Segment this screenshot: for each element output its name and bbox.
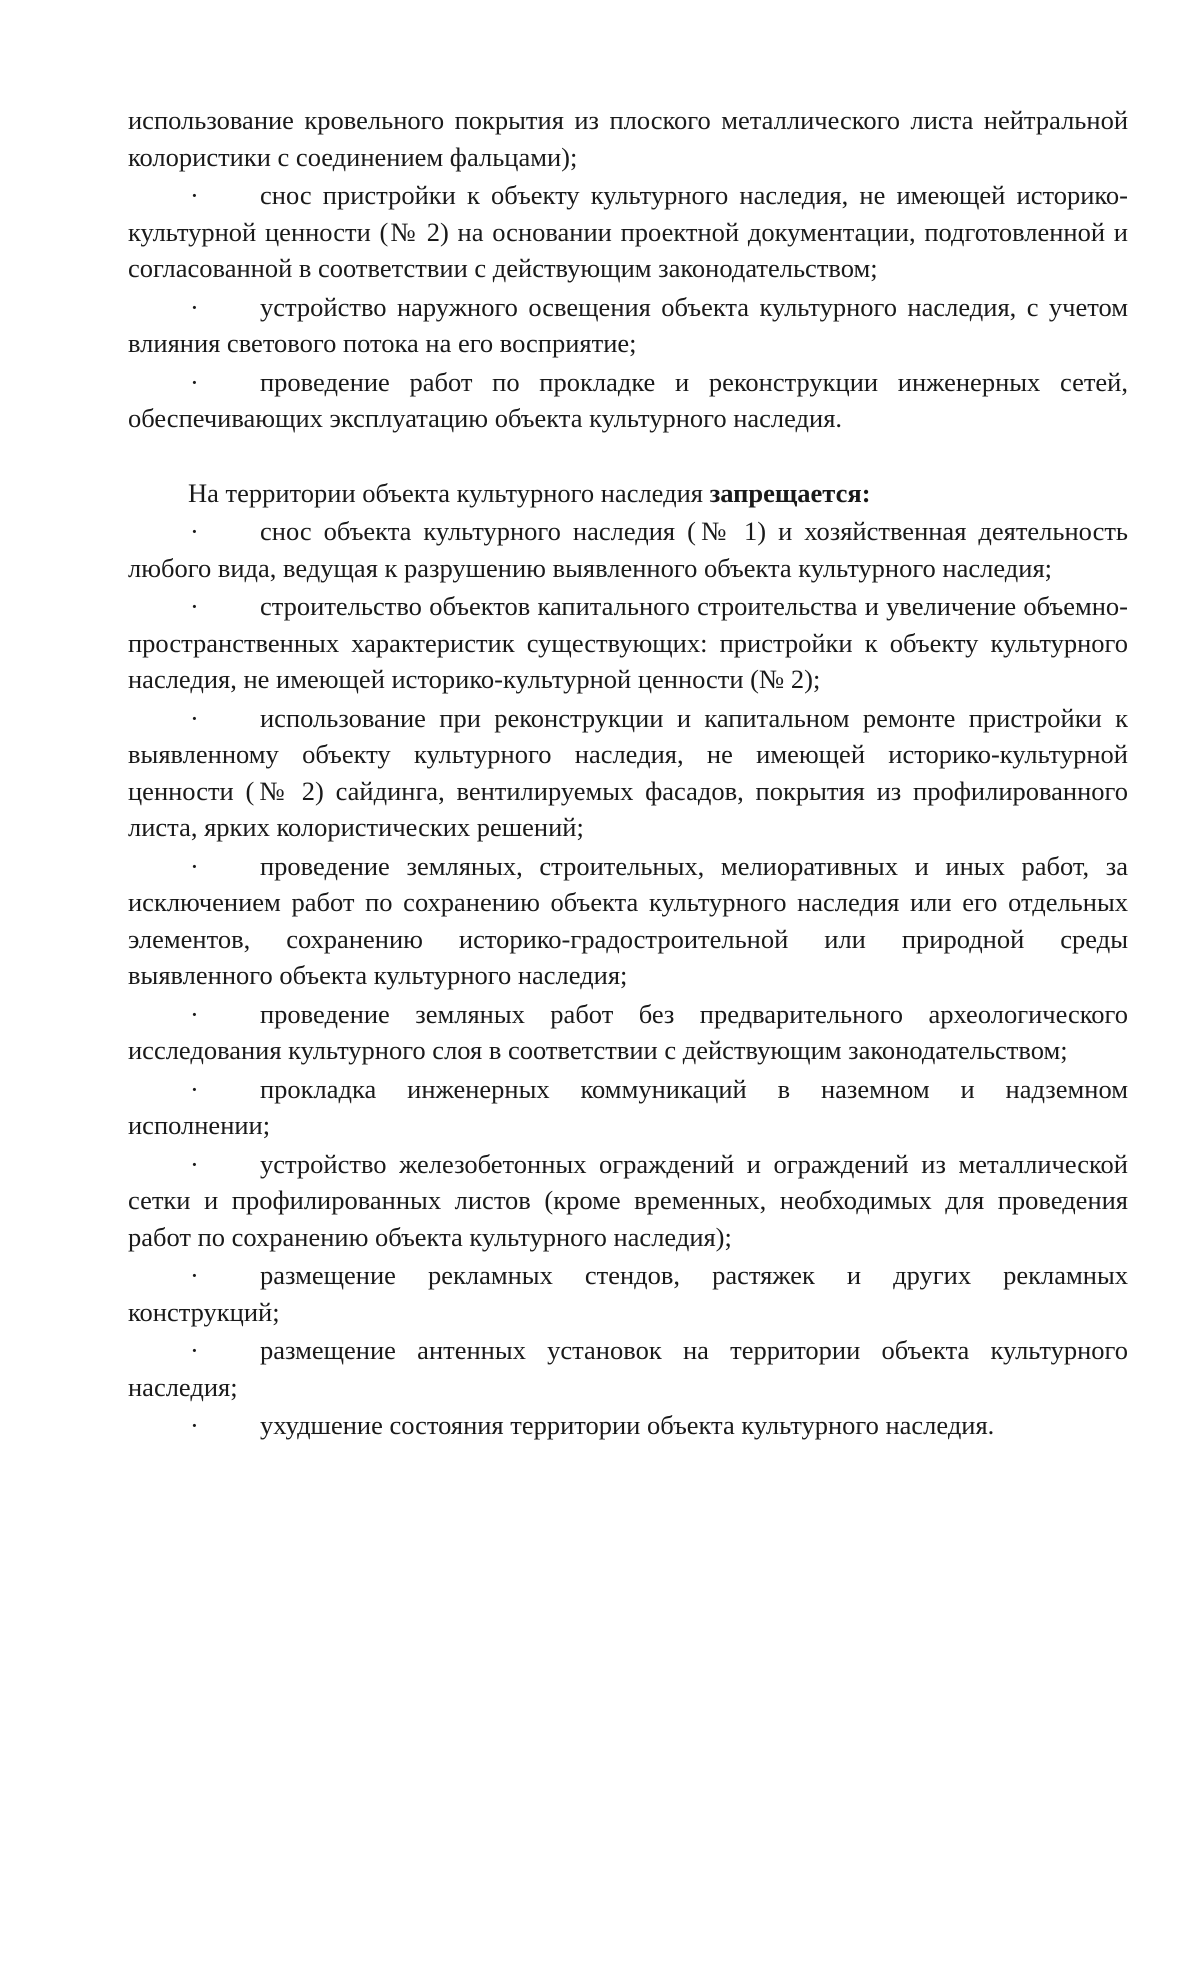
list-item: [128, 996, 1128, 1069]
list-item-text: ухудшение состояния территории объекта культурного наследия.: [260, 1410, 995, 1440]
list-item-text: размещение рекламных стендов, растяжек и других рекламных конструкций;: [128, 1260, 1128, 1327]
bullet-icon: ·: [190, 591, 199, 621]
continuation-paragraph: использование кровельного покрытия из плоского металлического листа нейтральной колористики с соединением фальцами);: [128, 105, 1128, 172]
list-item-text: устройство железобетонных ограждений и ограждений из металлической сетки и профилированных листов (кроме временных, необходимых для проведения работ по сохранению объекта культурного наследия);: [128, 1148, 1128, 1252]
list-item: [128, 848, 1128, 994]
list-item-text: строительство объектов капитального строительства и увеличение объемно-пространственных характеристик существующих: пристройки к объекту культурного наследия, не имеющей историко-культурной ценности (№ 2);: [128, 591, 1128, 694]
list-item-text: размещение антенных установок на территории объекта культурного наследия;: [128, 1335, 1128, 1402]
list-item-text: снос объекта культурного наследия (№ 1) и хозяйственная деятельность любого вида, ведущая к разрушению выявленного объекта культурного наследия;: [128, 516, 1128, 583]
intro-bold: запрещается:: [709, 477, 871, 508]
list-item: [128, 1146, 1128, 1256]
bullet-icon: ·: [190, 516, 199, 546]
section-intro: [128, 475, 1128, 512]
bullet-icon: ·: [190, 1073, 199, 1104]
bullet-icon: ·: [190, 1260, 199, 1290]
list-item: [128, 513, 1128, 586]
list-item-text: проведение работ по прокладке и реконструкции инженерных сетей, обеспечивающих эксплуатацию объекта культурного наследия.: [128, 366, 1128, 433]
bullet-icon: ·: [190, 850, 199, 881]
bullet-icon: ·: [190, 998, 199, 1029]
list-item-text: устройство наружного освещения объекта культурного наследия, с учетом влияния светового потока на его восприятие;: [128, 291, 1128, 358]
bullet-icon: ·: [190, 366, 199, 397]
bullet-icon: ·: [190, 291, 199, 322]
bullet-icon: ·: [190, 180, 199, 210]
list-item: [128, 177, 1128, 287]
list-item: [128, 700, 1128, 846]
list-item-text: проведение земляных работ без предварительного археологического исследования культурного слоя в соответствии с действующим законодательством;: [128, 998, 1128, 1065]
list-item: [128, 289, 1128, 362]
list-item-text: прокладка инженерных коммуникаций в наземном и надземном исполнении;: [128, 1073, 1128, 1140]
list-item-text: снос пристройки к объекту культурного наследия, не имеющей историко-культурной ценности (№ 2) на основании проектной документации, подготовленной и согласованной в соответствии с действующим законодательством;: [128, 180, 1128, 283]
intro-text: На территории объекта культурного наследия: [188, 477, 710, 508]
section-spacer: [128, 439, 1128, 475]
list-item-text: использование при реконструкции и капитальном ремонте пристройки к выявленному объекту культурного наследия, не имеющей историко-культурной ценности (№ 2) сайдинга, вентилируемых фасадов, покрытия из профилированного листа, ярких колористических решений;: [128, 702, 1128, 842]
list-item: [128, 364, 1128, 437]
bullet-icon: ·: [190, 1335, 199, 1365]
list-item: [128, 1257, 1128, 1330]
document-page: [128, 102, 1128, 1446]
list-item: [128, 1407, 1128, 1444]
bullet-icon: ·: [190, 1148, 199, 1179]
bullet-icon: ·: [190, 702, 199, 733]
list-item: [128, 588, 1128, 698]
list-item: [128, 1332, 1128, 1405]
bullet-icon: ·: [190, 1410, 199, 1440]
list-item-text: проведение земляных, строительных, мелиоративных и иных работ, за исключением работ по сохранению объекта культурного наследия или его отдельных элементов, сохранению историко-градостроительной или природной среды выявленного объекта культурного наследия;: [128, 850, 1128, 990]
list-item: [128, 1071, 1128, 1144]
